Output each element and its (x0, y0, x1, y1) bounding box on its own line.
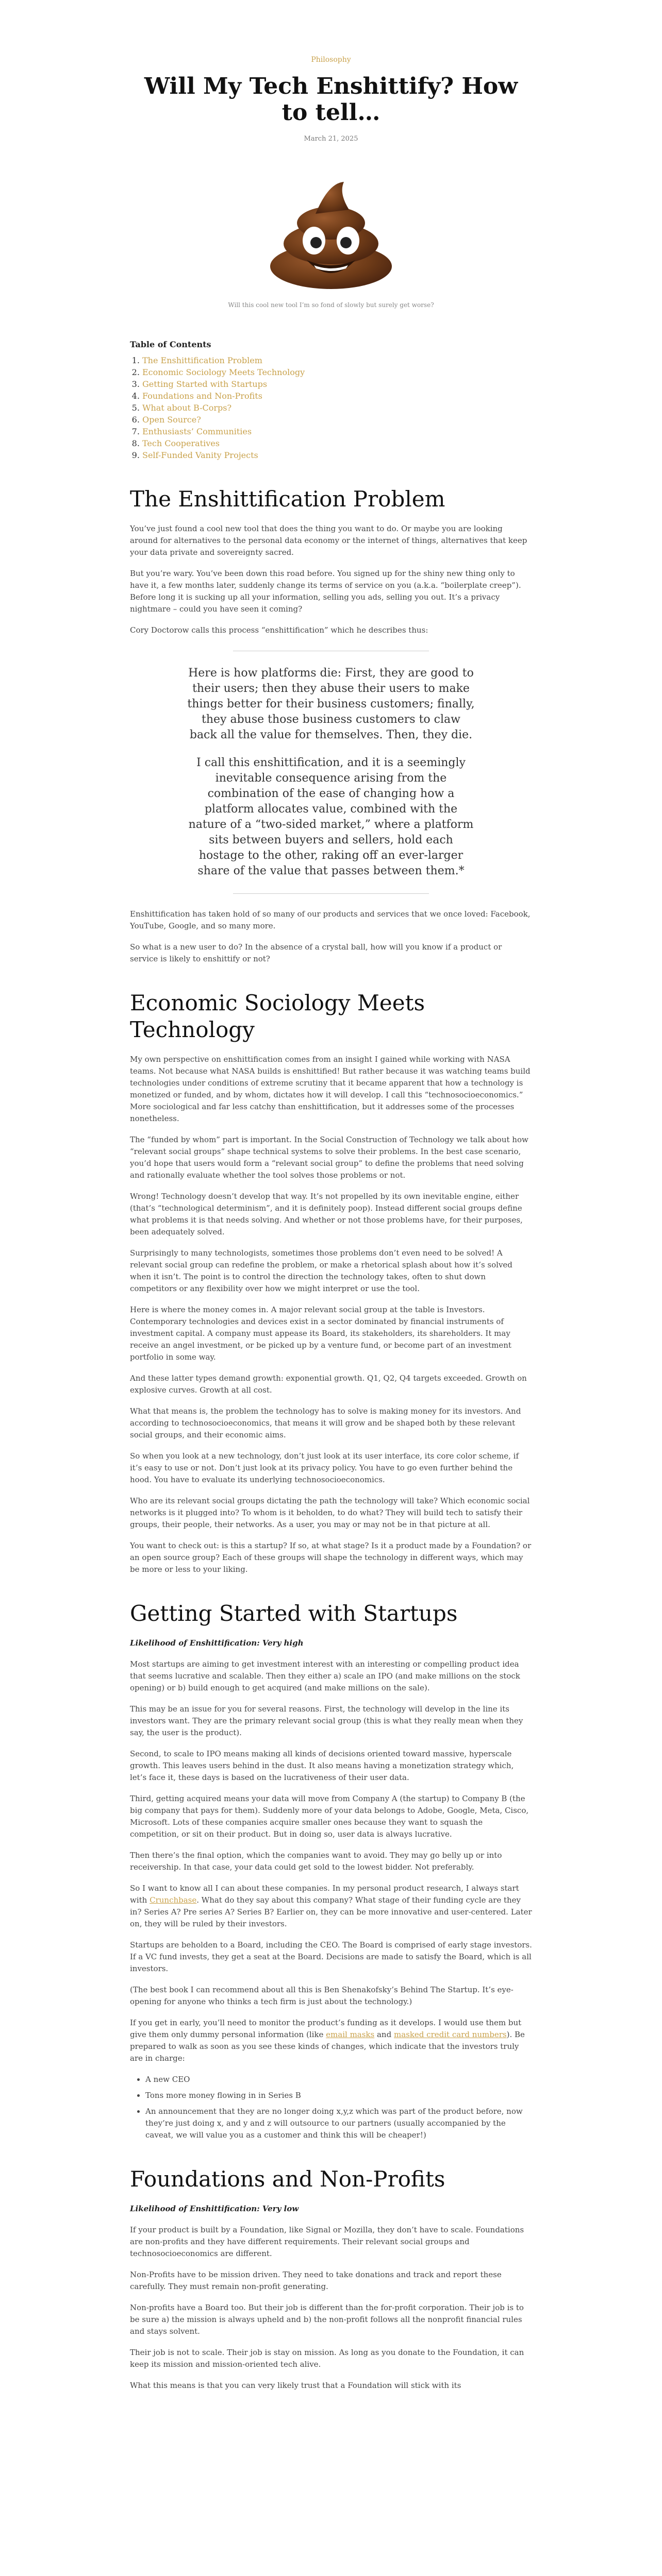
hero-caption: Will this cool new tool I’m so fond of slowly but surely get worse? (228, 301, 434, 309)
text: ). Be prepared to walk as soon as you see these kinds of changes, which indicate that the investors truly are in charge: (130, 2030, 525, 2063)
paragraph: Wrong! Technology doesn’t develop that way. It’s not propelled by its own inevitable engine, either (that’s “technological determinism”, and it is definitely poop). Instead different social groups define what problems it is that needs solving. And whether or not those problems have, for their purposes, been adequately solved. (130, 1192, 523, 1236)
article-column (130, 0, 532, 2392)
post-date: March 21, 2025 (304, 135, 358, 143)
email-masks-link[interactable]: email masks (326, 2030, 375, 2039)
list-item: • Tons more money flowing in in Series B (145, 2090, 532, 2102)
paragraph: Non-profits have a Board too. But their job is different than the for-profit corporation. Their job is to be sure a) the mission is always upheld and b) the non-profit follows all the nonprofit financial rules and stays solvent. (130, 2303, 524, 2336)
page-title: Will My Tech Enshittify? How to tell… (144, 73, 518, 126)
section-heading: Foundations and Non-Profits (130, 2166, 445, 2192)
section-heading: Getting Started with Startups (130, 1601, 458, 1626)
toc-link[interactable]: Tech Cooperatives (142, 438, 220, 448)
poop-emoji-icon (267, 178, 395, 291)
toc-link[interactable]: What about B-Corps? (142, 403, 232, 413)
toc-item (142, 402, 532, 414)
hero-image (130, 178, 532, 291)
text: . What do they say about this company? What stage of their funding cycle are they in? Series A? Pre series A? Series B? Earlier on, they can be more innovative and user-centered. Later on, they will be ruled by their investors. (130, 1895, 532, 1928)
toc-link[interactable]: Enthusiasts’ Communities (142, 427, 252, 436)
paragraph: What that means is, the problem the technology has to solve is making money for its investors. And according to technosocioeconomics, that means it will grow and be shaped both by these relevant social groups, and their economic aims. (130, 1406, 521, 1439)
divider (233, 893, 429, 894)
toc-link[interactable]: Self-Funded Vanity Projects (142, 450, 258, 460)
paragraph: Their job is not to scale. Their job is stay on mission. As long as you donate to the Foundation, it can keep its mission and mission-oriented tech alive. (130, 2348, 524, 2369)
paragraph (130, 1883, 532, 1930)
quote-paragraph: Here is how platforms die: First, they are good to their users; then they abuse their users to make things better for their business customers; finally, they abuse those business customers to claw back all the value for themselves. Then, they die. (187, 667, 475, 741)
paragraph: This may be an issue for you for several reasons. First, the technology will develop in the line its investors want. They are the primary relevant social group (this is what they really mean when they say, the user is the product). (130, 1704, 523, 1737)
text: If you get in early, you’ll need to monitor the product’s funding as it develops. I would use them but give them only dummy personal information (like (130, 2018, 522, 2039)
paragraph: My own perspective on enshittification comes from an insight I gained while working with NASA teams. Not because what NASA builds is enshittified! But rather because it was watching teams build technologies under conditions of extreme scrutiny that it became apparent that how a technology is monetized or funded, and by whom, dictates how it will develop. I call this “technosocioeconomics.” More sociological and far less catchy than enshittification, but it addresses some of the processes nonetheless. (130, 1055, 531, 1123)
likelihood-label: Likelihood of Enshittification: Very low (130, 2204, 299, 2213)
paragraph: You want to check out: is this a startup? If so, at what stage? Is it a product made by a Foundation? or an open source group? Each of these groups will shape the technology in different ways, which may be more or less to your liking. (130, 1541, 532, 1574)
paragraph: But you’re wary. You’ve been down this road before. You signed up for the shiny new thing only to have it, a few months later, suddenly change its terms of service on you (a.k.a. “boilerplate creep”). Before long it is sucking up all your information, selling you ads, selling you out. It’s a privacy nightmare – could you have seen it coming? (130, 569, 521, 614)
paragraph: Cory Doctorow calls this process “enshittification” which he describes thus: (130, 625, 428, 635)
section-heading: Economic Sociology Meets Technology (130, 990, 425, 1042)
paragraph: (The best book I can recommend about all this is Ben Shenakofsky’s Behind The Startup. It’s eye-opening for anyone who thinks a tech firm is just about the technology.) (130, 1985, 514, 2006)
table-of-contents (130, 354, 532, 461)
toc-link[interactable]: Getting Started with Startups (142, 379, 268, 389)
paragraph: Surprisingly to many technologists, sometimes those problems don’t even need to be solved! A relevant social group can redefine the problem, or make a rhetorical splash about how it’s solved when it isn’t. The point is to control the direction the technology takes, often to shut down competitors or any flexibility over how we might interpret or use the tool. (130, 1248, 512, 1293)
paragraph: Third, getting acquired means your data will move from Company A (the startup) to Company B (the big company that pays for them). Suddenly more of your data belongs to Adobe, Google, Meta, Cisco, Microsoft. Lots of these companies acquire smaller ones because they want to squash the competition, or sit on their product. But in doing so, user data is always lucrative. (130, 1794, 529, 1839)
paragraph: What this means is that you can very likely trust that a Foundation will stick with its (130, 2381, 461, 2390)
paragraph: So when you look at a new technology, don’t just look at its user interface, its core color scheme, if it’s easy to use or not. Don’t just look at its privacy policy. You have to go even further behind the hood. You have to evaluate its underlying technosocioeconomics. (130, 1451, 519, 1484)
toc-link[interactable]: Open Source? (142, 415, 201, 425)
toc-item (142, 437, 532, 449)
toc-item (142, 378, 532, 390)
paragraph: Second, to scale to IPO means making all kinds of decisions oriented toward massive, hyperscale growth. This leaves users behind in the dust. It also means having a monetization strategy which, let’s face it, these days is based on the lucrativeness of their user data. (130, 1749, 514, 1782)
toc-item (142, 390, 532, 402)
quote-paragraph: I call this enshittification, and it is a seemingly inevitable consequence arising from the combination of the ease of changing how a platform allocates value, combined with the nature of a “two-sided market,” where a platform sits between buyers and sellers, hold each hostage to the other, raking off an ever-larger share of the value that passes between them.* (188, 756, 474, 877)
paragraph: Who are its relevant social groups dictating the path the technology will take? Which economic social networks is it plugged into? To whom is it beholden, to do what? They will build tech to satisfy their groups, their people, their networks. As a user, you may or may not be in that picture at all. (130, 1496, 530, 1529)
section-heading: The Enshittification Problem (130, 486, 445, 512)
paragraph: Most startups are aiming to get investment interest with an interesting or compelling product idea that seems lucrative and scalable. Then they either a) scale an IPO (and make millions on the stock opening) or b) build enough to get acquired (and make millions on the sale). (130, 1659, 520, 1692)
toc-link[interactable]: Economic Sociology Meets Technology (142, 367, 305, 377)
paragraph: Here is where the money comes in. A major relevant social group at the table is Investors. Contemporary technologies and devices exist in a sector dominated by financial instruments of investment capital. A company must appease its Board, its stakeholders, its shareholders. It may receive an angel investment, or be picked up by a venture fund, or become part of an investment portfolio in some way. (130, 1305, 511, 1362)
paragraph: Startups are beholden to a Board, including the CEO. The Board is comprised of early stage investors. If a VC fund invests, they get a seat at the Board. Decisions are made to satisfy the Board, which is all investors. (130, 1940, 532, 1973)
masked-cards-link[interactable]: masked credit card numbers (393, 2030, 507, 2039)
toc-item (142, 414, 532, 426)
paragraph: Enshittification has taken hold of so many of our products and services that we once loved: Facebook, YouTube, Google, and so many more. (130, 909, 531, 930)
paragraph (130, 2017, 532, 2064)
category-link[interactable]: Philosophy (311, 56, 351, 64)
toc-item (142, 449, 532, 461)
paragraph: So what is a new user to do? In the absence of a crystal ball, how will you know if a product or service is likely to enshittify or not? (130, 942, 502, 963)
likelihood-label: Likelihood of Enshittification: Very high (130, 1638, 304, 1648)
paragraph: The “funded by whom” part is important. In the Social Construction of Technology we talk about how “relevant social groups” shape technical systems to solve their problems. In the best case scenario, you’d hope that users would form a “relevant social group” to define the problems that need solving and rationally evaluate whether the tool solves those problems or not. (130, 1135, 528, 1180)
paragraph: And these latter types demand growth: exponential growth. Q1, Q2, Q4 targets exceeded. Growth on explosive curves. Growth at all cost. (130, 1374, 527, 1395)
blockquote (187, 666, 475, 879)
list-item: • A new CEO (145, 2074, 532, 2086)
toc-link[interactable]: The Enshittification Problem (142, 355, 262, 365)
toc-item (142, 426, 532, 437)
paragraph: Non-Profits have to be mission driven. They need to take donations and track and report these carefully. They must remain non-profit generating. (130, 2270, 502, 2291)
toc-title: Table of Contents (130, 340, 211, 349)
paragraph: You’ve just found a cool new tool that does the thing you want to do. Or maybe you are looking around for alternatives to the personal data economy or the internet of things, alternatives that keep your data private and sovereignty sacred. (130, 524, 527, 557)
crunchbase-link[interactable]: Crunchbase (150, 1895, 197, 1905)
paragraph: If your product is built by a Foundation, like Signal or Mozilla, they don’t have to scale. Foundations are non-profits and they have different requirements. Their relevant social groups and technosocioeconomics are different. (130, 2225, 524, 2258)
toc-item (142, 366, 532, 378)
warning-signs-list (130, 2074, 532, 2141)
text: So I want to know all I can about these companies. In my personal product research, I always start with (130, 1884, 519, 1905)
list-item: • An announcement that they are no longer doing x,y,z which was part of the product before, now they’re just doing x, and y and z will outsource to our partners (usually accompanied by the caveat, we will value you as a customer and think this will be cheaper!) (145, 2106, 532, 2141)
text: and (374, 2030, 394, 2039)
paragraph: Then there’s the final option, which the companies want to avoid. They may go belly up or into receivership. In that case, your data could get sold to the lowest bidder. Not preferably. (130, 1851, 502, 1872)
toc-item (142, 354, 532, 366)
toc-link[interactable]: Foundations and Non-Profits (142, 391, 262, 401)
